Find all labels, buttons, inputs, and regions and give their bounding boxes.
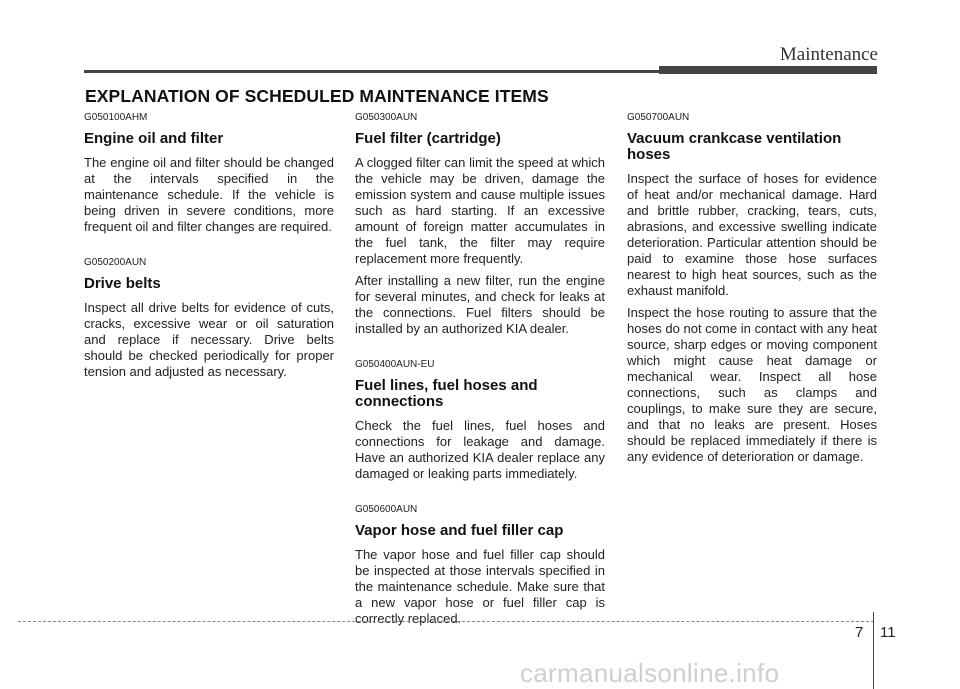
block-paragraph: Inspect the hose routing to assure that the hoses do not come in contact with any heat source, sharp edges or moving component which might cause heat damage or mechanical wear. Inspect all hose connections, such as clamps and couplings, to make sure they are secure, and that no leaks are present. Hoses should be replaced immediately if there is any evidence of deterioration or damage.	[627, 305, 877, 464]
block-paragraph: After installing a new filter, run the engine for several minutes, and check for leaks at the connections. Fuel filters should be installed by an authorized KIA dealer.	[355, 273, 605, 336]
block-paragraph: The engine oil and filter should be changed at the intervals specified in the maintenance schedule. If the vehicle is being driven in severe conditions, more frequent oil and filter changes are required.	[84, 155, 334, 234]
header-rule	[84, 70, 659, 73]
block-code: G050400AUN-EU	[355, 359, 435, 370]
block-code: G050700AUN	[627, 112, 690, 123]
block-paragraph: A clogged filter can limit the speed at which the vehicle may be driven, damage the emission system and cause multiple issues such as hard starting. If an excessive amount of foreign matter accumulates in the fuel tank, the filter may require replacement more frequently.	[355, 155, 605, 266]
section-title: EXPLANATION OF SCHEDULED MAINTENANCE ITEMS	[85, 86, 549, 106]
block-heading: Engine oil and filter	[84, 130, 224, 147]
block-drive-belts	[84, 257, 334, 380]
header-title: Maintenance	[779, 44, 878, 65]
header-rule-accent	[659, 66, 877, 74]
block-paragraph: The vapor hose and fuel filler cap should be inspected at those intervals specified in the maintenance schedule. Make sure that a new vapor hose or fuel filler cap is correctly replaced.	[355, 547, 605, 626]
block-code: G050600AUN	[355, 504, 418, 515]
watermark: carmanualsonline.info	[520, 658, 780, 688]
block-paragraph: Inspect the surface of hoses for evidence of heat and/or mechanical damage. Hard and brittle rubber, cracking, tears, cuts, abrasions, and excessive swelling indicate deterioration. Particular attention should be paid to examine those hose surfaces nearest to high heat sources, such as the exhaust manifold.	[627, 171, 877, 298]
block-fuel-lines	[355, 359, 605, 482]
page-separator	[873, 612, 874, 689]
column-1	[84, 112, 334, 402]
block-paragraph: Inspect all drive belts for evidence of cuts, cracks, excessive wear or oil saturation and replace if necessary. Drive belts should be checked periodically for proper tension and adjusted as necessary.	[84, 300, 334, 379]
block-heading: Fuel lines, fuel hoses and connections	[355, 377, 538, 410]
footer-dashed-rule	[18, 621, 874, 622]
block-engine-oil	[84, 112, 334, 235]
block-heading: Drive belts	[84, 275, 161, 292]
block-paragraph: Check the fuel lines, fuel hoses and connections for leakage and damage. Have an authorized KIA dealer replace any damaged or leaking parts immediately.	[355, 418, 605, 481]
column-3	[627, 112, 877, 487]
page-number: 11	[880, 624, 896, 641]
column-2	[355, 112, 605, 649]
block-code: G050300AUN	[355, 112, 418, 123]
block-heading: Vacuum crankcase ventilation hoses	[627, 130, 842, 163]
block-vapor-hose	[355, 504, 605, 627]
block-heading: Vapor hose and fuel filler cap	[355, 522, 564, 539]
chapter-number: 7	[855, 624, 864, 641]
block-heading: Fuel filter (cartridge)	[355, 130, 501, 147]
block-code: G050200AUN	[84, 257, 147, 268]
block-vacuum-hoses	[627, 112, 877, 465]
block-code: G050100AHM	[84, 112, 148, 123]
block-fuel-filter	[355, 112, 605, 337]
